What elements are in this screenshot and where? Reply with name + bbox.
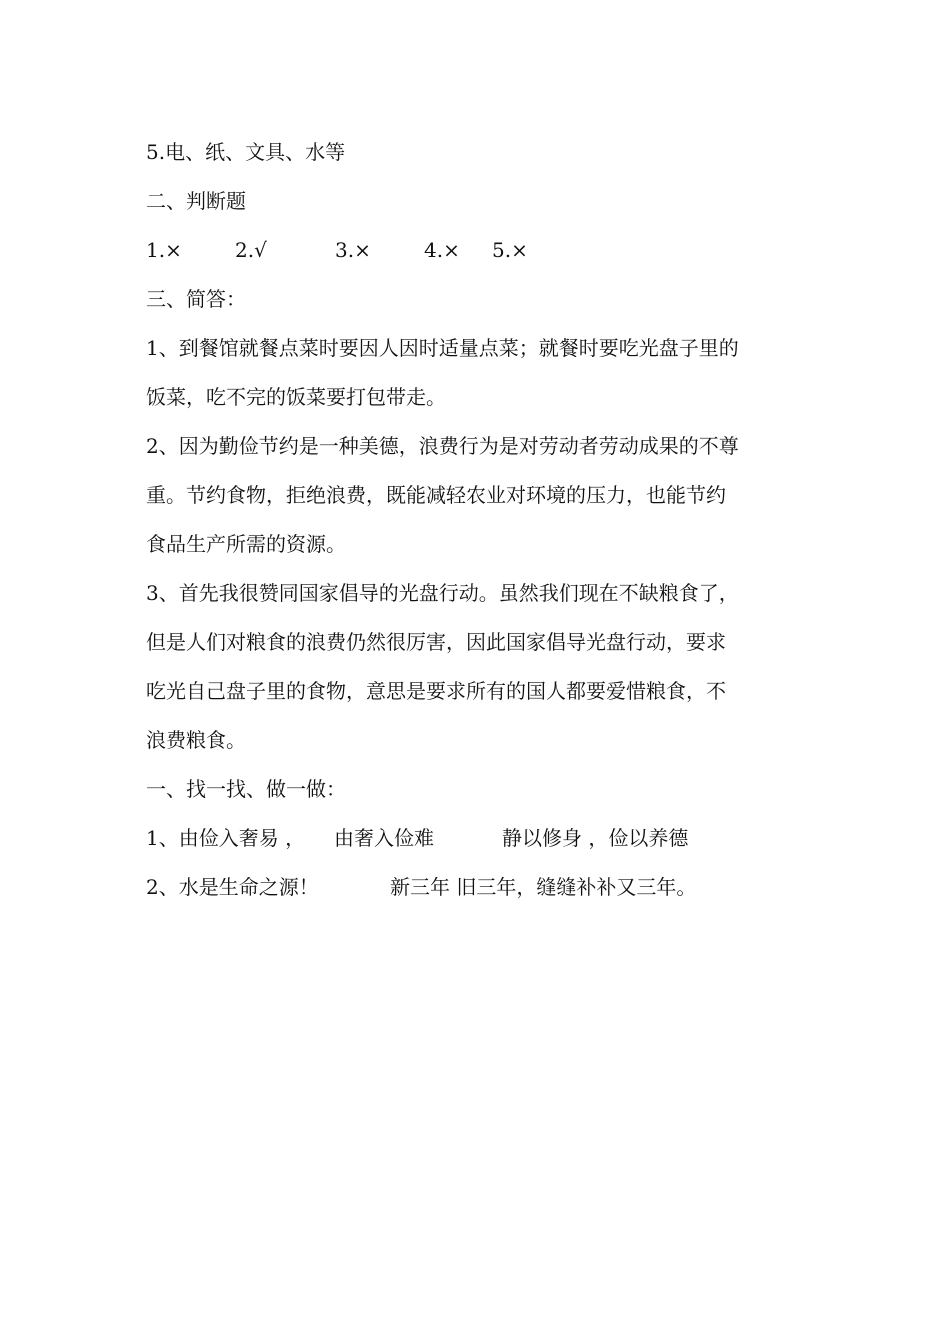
phrase: 2、水是生命之源！: [146, 875, 319, 899]
answer-1-line: 饭菜，吃不完的饭菜要打包带走。: [146, 385, 446, 409]
phrases-row-1: [146, 814, 816, 863]
answer-document: [146, 128, 816, 912]
phrases-row-2: [146, 863, 816, 912]
phrase: 静以修身 ，俭以养德: [502, 826, 689, 850]
answer-1-line: 1、到餐馆就餐点菜时要因人因时适量点菜；就餐时要吃光盘子里的: [146, 336, 739, 360]
section-2-title: 二、判断题: [146, 189, 246, 213]
answer-3-line: 浪费粮食。: [146, 728, 246, 752]
tf-answer-4: 4.×: [424, 238, 460, 262]
answer-3-line: 3、首先我很赞同国家倡导的光盘行动。虽然我们现在不缺粮食了，: [146, 581, 739, 605]
answer-2-line: 重。节约食物，拒绝浪费，既能减轻农业对环境的压力，也能节约: [146, 483, 726, 507]
phrase: 由奢入俭难: [334, 826, 434, 850]
tf-answer-2: 2.√: [235, 238, 267, 262]
phrase: 1、由俭入奢易 ，: [146, 826, 306, 850]
phrase: 新三年 旧三年，缝缝补补又三年。: [390, 875, 697, 899]
fill-item-5: 5.电、纸、文具、水等: [146, 140, 346, 164]
tf-answer-5: 5.×: [492, 238, 528, 262]
section-1-title: 一、找一找、做一做：: [146, 777, 346, 801]
answer-3-line: 但是人们对粮食的浪费仍然很厉害，因此国家倡导光盘行动，要求: [146, 630, 726, 654]
answer-3-line: 吃光自己盘子里的食物，意思是要求所有的国人都要爱惜粮食，不: [146, 679, 726, 703]
answer-2-line: 食品生产所需的资源。: [146, 532, 346, 556]
tf-answer-1: 1.×: [146, 238, 182, 262]
true-false-answers: [146, 226, 816, 275]
answer-2-line: 2、因为勤俭节约是一种美德，浪费行为是对劳动者劳动成果的不尊: [146, 434, 739, 458]
tf-answer-3: 3.×: [335, 238, 371, 262]
section-3-title: 三、简答：: [146, 287, 246, 311]
